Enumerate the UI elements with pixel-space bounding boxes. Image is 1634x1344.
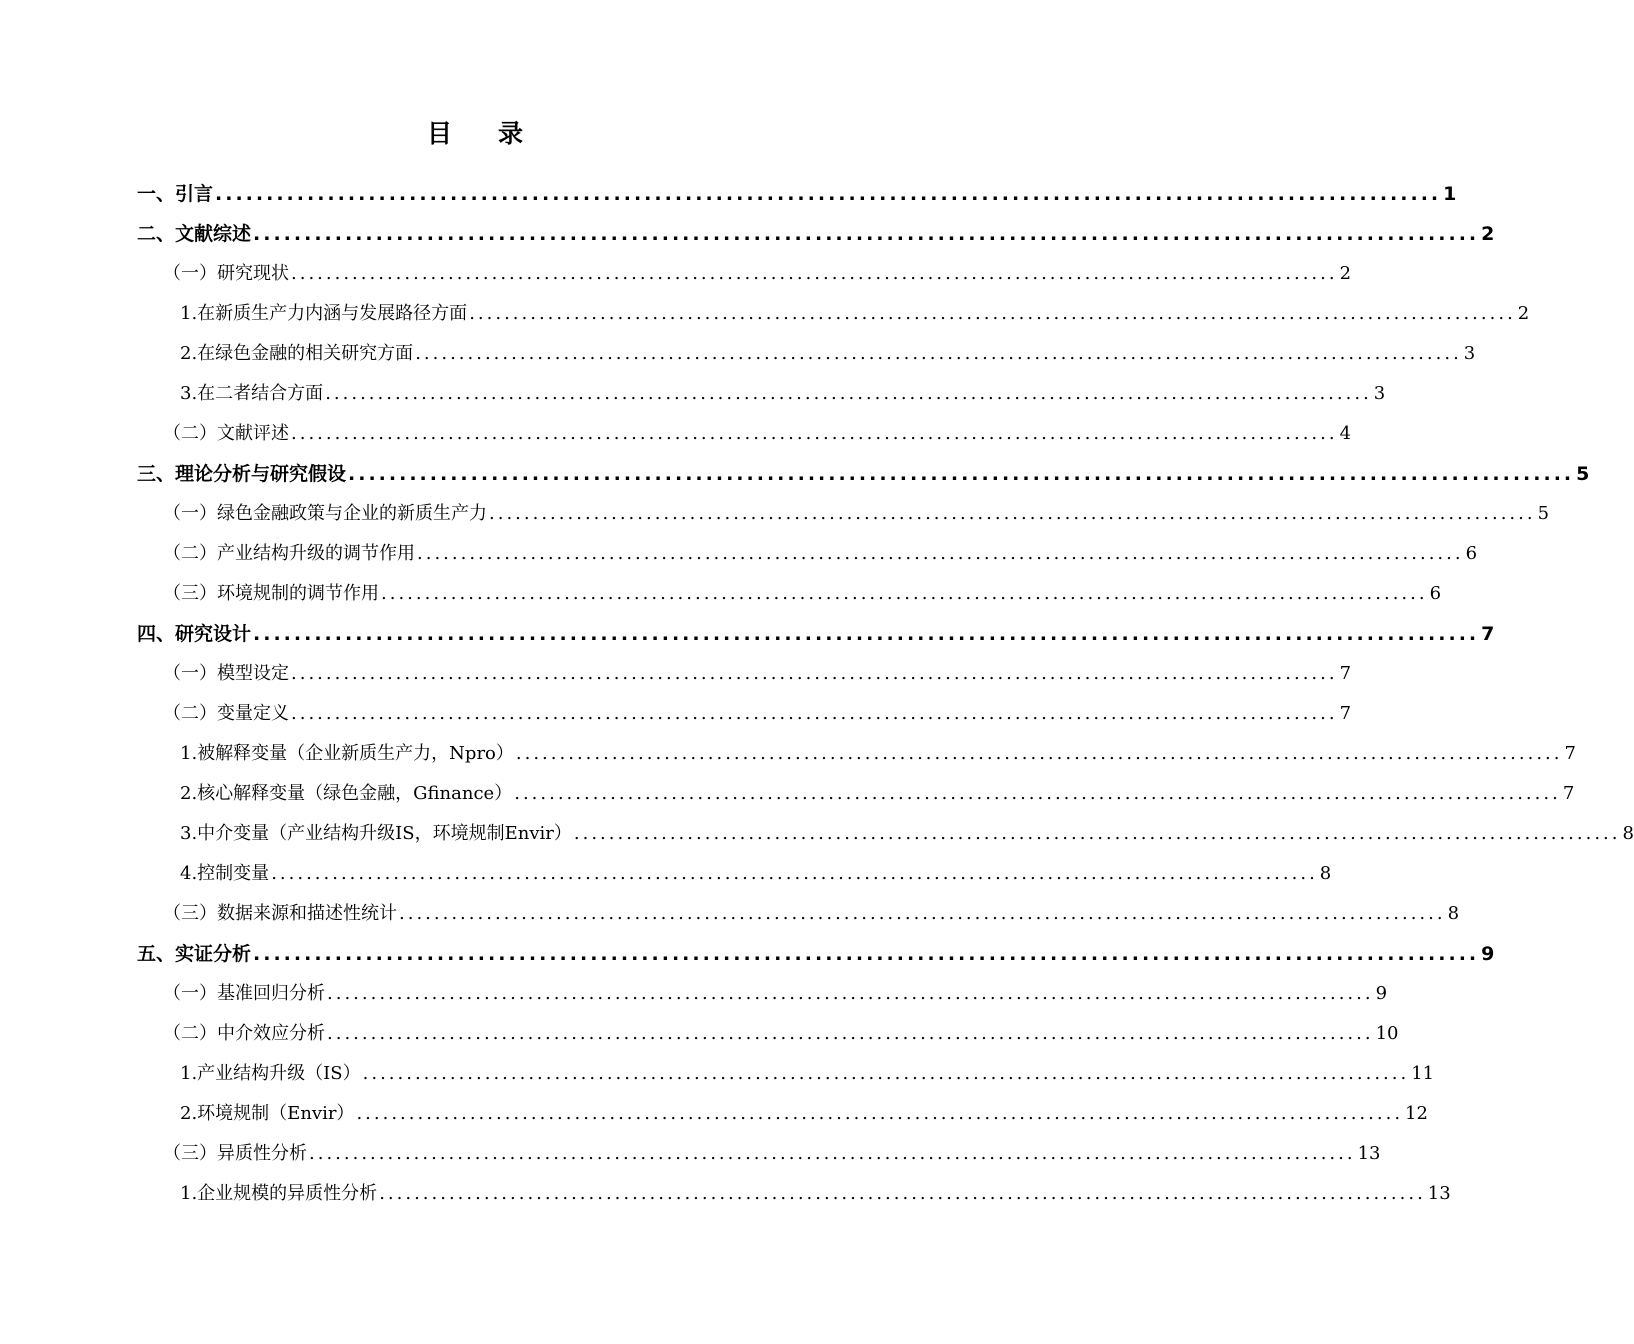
toc-dot-leader: ........................................................................................................................ — [515, 743, 1563, 764]
toc-dot-leader: ........................................................................................................................ — [362, 1063, 1410, 1084]
toc-page-number: 7 — [1562, 783, 1575, 804]
toc-entry[interactable] — [180, 1094, 1428, 1134]
toc-entry[interactable] — [163, 534, 1478, 574]
toc-title-part2: 录 — [498, 119, 524, 148]
toc-entry-label: 三、理论分析与研究假设 — [137, 463, 347, 485]
toc-page-number: 10 — [1375, 1023, 1399, 1044]
toc-dot-leader: ........................................................................................................................ — [489, 503, 1536, 524]
toc-entry-label: 二、文献综述 — [137, 223, 252, 245]
toc-entry[interactable] — [163, 1014, 1399, 1054]
toc-entry-label: 3.在二者结合方面 — [180, 383, 324, 404]
toc-dot-leader: ........................................................................................................................ — [291, 703, 1338, 724]
toc-entry[interactable] — [180, 734, 1576, 774]
toc-entry[interactable] — [180, 1174, 1451, 1214]
toc-dot-leader: ........................................................................................................................ — [327, 983, 1374, 1004]
toc-dot-leader: ........................................................................................................................ — [514, 783, 1561, 804]
toc-entry-label: 1.在新质生产力内涵与发展路径方面 — [180, 303, 468, 324]
toc-title-part1: 目 — [426, 119, 452, 148]
toc-entry-label: （一）绿色金融政策与企业的新质生产力 — [163, 503, 487, 524]
toc-dot-leader: ........................................................................................................................ — [379, 1183, 1426, 1204]
toc-title — [0, 116, 950, 152]
toc-entry[interactable] — [163, 574, 1442, 614]
toc-page-number: 2 — [1339, 263, 1352, 284]
toc-entry-label: 1.被解释变量（企业新质生产力，Npro） — [180, 743, 514, 764]
toc-entry-label: （三）异质性分析 — [163, 1143, 307, 1164]
toc-dot-leader: ........................................................................................................................ — [291, 263, 1338, 284]
toc-entry-label: （三）数据来源和描述性统计 — [163, 903, 397, 924]
toc-page-number: 2 — [1517, 303, 1530, 324]
toc-entry-label: 四、研究设计 — [137, 623, 252, 645]
toc-page-number: 7 — [1339, 703, 1352, 724]
toc-entry[interactable] — [163, 894, 1460, 934]
toc-page-number: 8 — [1622, 823, 1634, 844]
toc-entry-label: 2.在绿色金融的相关研究方面 — [180, 343, 414, 364]
toc-entry-label: 1.产业结构升级（IS） — [180, 1063, 361, 1084]
toc-page-number: 6 — [1429, 583, 1442, 604]
toc-dot-leader: ........................................................................................................................ — [215, 183, 1442, 205]
toc-page-number: 5 — [1537, 503, 1550, 524]
toc-page-number: 7 — [1481, 623, 1495, 645]
toc-entry-label: （一）基准回归分析 — [163, 983, 325, 1004]
toc-dot-leader: ........................................................................................................................ — [253, 223, 1480, 245]
toc-entry[interactable] — [180, 334, 1476, 374]
toc-entry[interactable] — [163, 654, 1352, 694]
toc-page-number: 4 — [1339, 423, 1352, 444]
toc-dot-leader: ........................................................................................................................ — [356, 1103, 1404, 1124]
toc-entry[interactable] — [163, 414, 1352, 454]
toc-dot-leader: ........................................................................................................................ — [253, 943, 1480, 965]
toc-entry[interactable] — [163, 254, 1352, 294]
toc-entry-label: 五、实证分析 — [137, 943, 252, 965]
toc-entry[interactable] — [180, 814, 1634, 854]
toc-page-number: 5 — [1576, 463, 1590, 485]
toc-dot-leader: ........................................................................................................................ — [327, 1023, 1374, 1044]
toc-page-number: 8 — [1319, 863, 1332, 884]
toc-entry-label: （二）文献评述 — [163, 423, 289, 444]
toc-dot-leader: ........................................................................................................................ — [291, 663, 1338, 684]
toc-page-number: 6 — [1465, 543, 1478, 564]
toc-entry-label: （三）环境规制的调节作用 — [163, 583, 379, 604]
toc-entry-label: （一）研究现状 — [163, 263, 289, 284]
toc-page-number: 12 — [1405, 1103, 1428, 1124]
toc-entry-label: 2.核心解释变量（绿色金融，Gfinance） — [180, 783, 513, 804]
toc-entry[interactable] — [180, 774, 1575, 814]
toc-entry[interactable] — [163, 494, 1550, 534]
toc-dot-leader: ........................................................................................................................ — [417, 543, 1464, 564]
toc-dot-leader: ........................................................................................................................ — [381, 583, 1428, 604]
toc-entry[interactable] — [137, 934, 1495, 974]
toc-entry-label: 4.控制变量 — [180, 863, 270, 884]
toc-page-number: 11 — [1411, 1063, 1435, 1084]
toc-entry[interactable] — [180, 294, 1530, 334]
toc-entry-label: 3.中介变量（产业结构升级IS，环境规制Envir） — [180, 823, 572, 844]
toc-entry[interactable] — [163, 974, 1388, 1014]
toc-entry-label: 1.企业规模的异质性分析 — [180, 1183, 378, 1204]
toc-page-number: 8 — [1447, 903, 1460, 924]
toc-page-number: 9 — [1375, 983, 1388, 1004]
toc-entry[interactable] — [180, 1054, 1435, 1094]
toc-dot-leader: ........................................................................................................................ — [415, 343, 1462, 364]
toc-dot-leader: ........................................................................................................................ — [309, 1143, 1356, 1164]
toc-dot-leader: ........................................................................................................................ — [271, 863, 1318, 884]
toc-entry-label: （二）变量定义 — [163, 703, 289, 724]
toc-page-number: 1 — [1443, 183, 1457, 205]
toc-dot-leader: ........................................................................................................................ — [573, 823, 1621, 844]
toc-entry[interactable] — [137, 454, 1590, 494]
toc-dot-leader: ........................................................................................................................ — [348, 463, 1575, 485]
toc-entry-label: （二）中介效应分析 — [163, 1023, 325, 1044]
toc-dot-leader: ........................................................................................................................ — [291, 423, 1338, 444]
toc-page-number: 3 — [1463, 343, 1476, 364]
toc-entry-label: 一、引言 — [137, 183, 214, 205]
toc-entry[interactable] — [180, 374, 1386, 414]
toc-entry[interactable] — [163, 1134, 1381, 1174]
toc-entry[interactable] — [137, 174, 1457, 214]
toc-page-number: 9 — [1481, 943, 1495, 965]
toc-dot-leader: ........................................................................................................................ — [469, 303, 1516, 324]
toc-dot-leader: ........................................................................................................................ — [253, 623, 1480, 645]
toc-page-number: 13 — [1427, 1183, 1451, 1204]
toc-page-number: 7 — [1564, 743, 1576, 764]
toc-dot-leader: ........................................................................................................................ — [325, 383, 1372, 404]
toc-entry[interactable] — [180, 854, 1332, 894]
toc-entry-label: 2.环境规制（Envir） — [180, 1103, 355, 1124]
toc-entry[interactable] — [137, 614, 1495, 654]
toc-page-number: 7 — [1339, 663, 1352, 684]
toc-page-number: 2 — [1481, 223, 1495, 245]
toc-entry-label: （一）模型设定 — [163, 663, 289, 684]
toc-entry-label: （二）产业结构升级的调节作用 — [163, 543, 415, 564]
toc-page-number: 3 — [1373, 383, 1386, 404]
toc-page-number: 13 — [1357, 1143, 1381, 1164]
toc-entry[interactable] — [137, 214, 1495, 254]
toc-dot-leader: ........................................................................................................................ — [399, 903, 1446, 924]
toc-entry[interactable] — [163, 694, 1352, 734]
